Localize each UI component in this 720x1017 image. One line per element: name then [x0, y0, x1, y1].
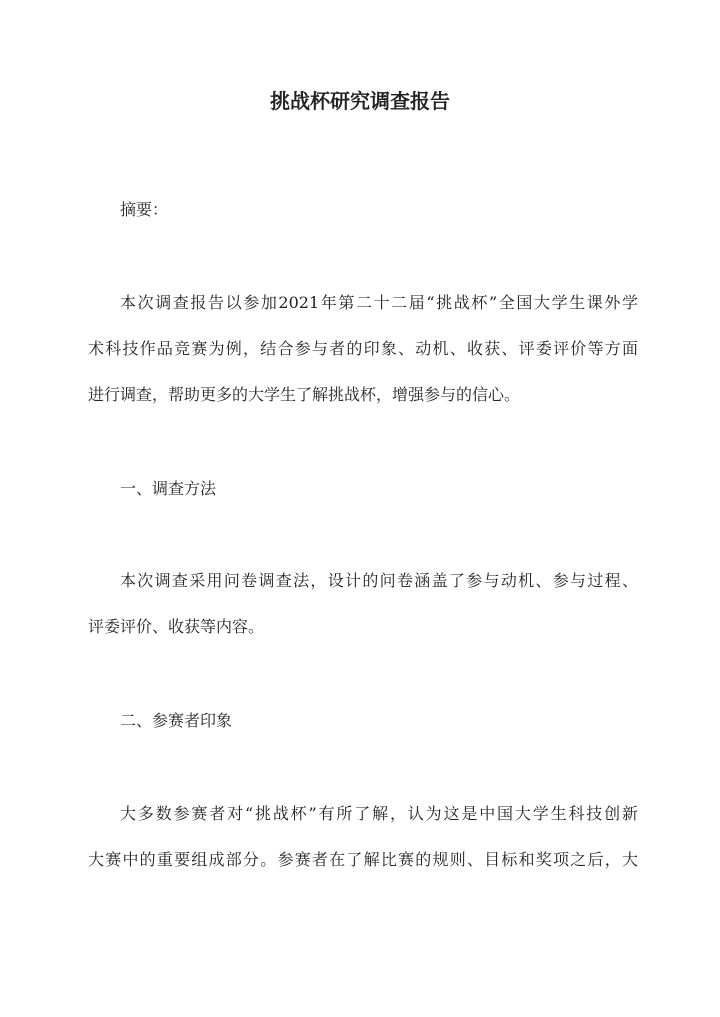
- paragraph-line: 进行调查，帮助更多的大学生了解挑战杯，增强参与的信心。: [88, 385, 521, 404]
- paragraph-line: 本次调查采用问卷调查法，设计的问卷涵盖了参与动机、参与过程、: [120, 571, 638, 590]
- impression-paragraph: [88, 802, 638, 872]
- methods-paragraph: [88, 569, 638, 639]
- page-title: 挑战杯研究调查报告: [270, 89, 450, 113]
- paragraph-line: 本次调查报告以参加2021年第二十二届“挑战杯”全国大学生课外学: [120, 293, 638, 312]
- abstract-paragraph: [88, 291, 638, 407]
- paragraph-line: 大多数参赛者对“挑战杯”有所了解，认为这是中国大学生科技创新: [120, 804, 638, 823]
- paragraph-line: 评委评价、收获等内容。: [88, 617, 265, 636]
- section-heading-methods: 一、调查方法: [120, 479, 217, 498]
- paragraph-line: 术科技作品竞赛为例，结合参与者的印象、动机、收获、评委评价等方面: [88, 339, 638, 358]
- paragraph-line: 大赛中的重要组成部分。参赛者在了解比赛的规则、目标和奖项之后，大: [88, 850, 638, 869]
- abstract-label: 摘要：: [120, 200, 169, 219]
- section-heading-impression: 二、参赛者印象: [120, 711, 233, 730]
